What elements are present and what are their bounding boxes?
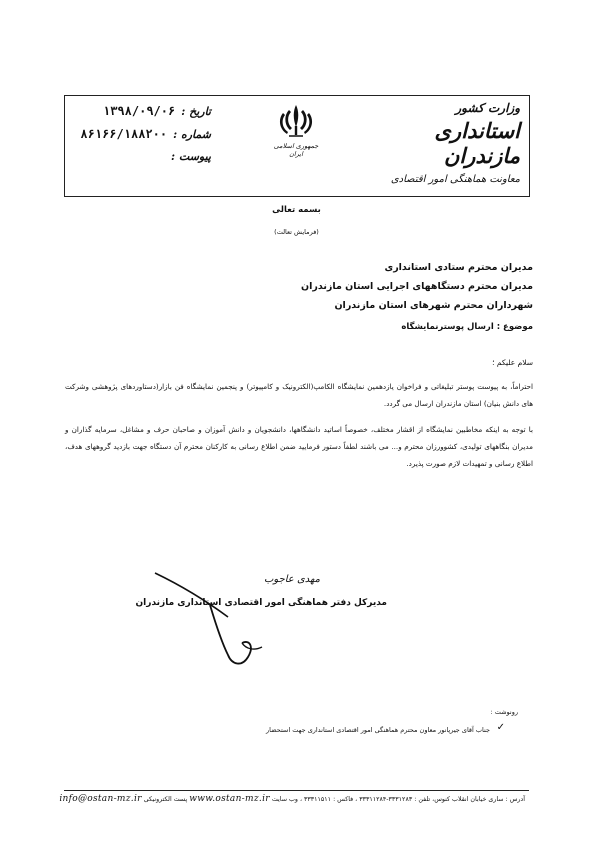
header-divider	[64, 196, 529, 197]
footer-divider	[64, 790, 529, 791]
cc-label: رونوشت :	[490, 708, 518, 716]
deputy-name: معاونت هماهنگی امور اقتصادی	[390, 174, 520, 185]
body-paragraph: با توجه به اینکه مخاطبین نمایشگاه از اقشار مختلف، خصوصاً اساتید دانشگاهها، دانشجویان و دانش آموزان و صاحبان حرف و مشاغل، سرمایه گذاران و مدیران بنگاههای تولیدی، کشوورزان محترم و... می باشند لطفاً دستور فرمایید ضمن اطلاع رسانی به کارکنان محترم آن دستگاه جهت بازدید گروههای هدف، اطلاع رسانی و تمهیدات لازم صورت پذیرد.	[65, 425, 533, 468]
body-paragraph: احتراماً، به پیوست پوستر تبلیغاتی و فراخوان یازدهمین نمایشگاه الکامپ(الکترونیک و کامپیوتر) و پنجمین نمایشگاه فن بازار(دستاوردهای پژوهشی وشرکت های دانش بنیان) استان مازندران ارسال می گردد.	[65, 382, 533, 408]
date-value: ۱۳۹۸/۰۹/۰۶	[102, 104, 176, 118]
number-label: شماره :	[173, 128, 211, 141]
frame-top-border	[64, 95, 529, 96]
letter-meta	[76, 104, 211, 173]
attachment-label: پیوست :	[171, 150, 211, 163]
footer-email-label: پست الکترونیکی	[143, 796, 188, 803]
subject-line: موضوع : ارسال پوسترنمایشگاه	[401, 322, 533, 332]
date-row	[76, 104, 211, 127]
footer	[59, 794, 525, 804]
governorate-name: استانداری مازندران	[434, 118, 520, 168]
footer-address: آدرس : ساری خیابان انقلاب کنوس، تلفن : ۳۳۳۱۲۸۳-۳۳۳۱۱۲۸۴ ، فاکس : ۳۳۳۱۱۵۱۱ ، وب سایت	[271, 796, 525, 803]
cc-item: جناب آقای جیرپانور معاون محترم هماهنگی امور اقتصادی استانداری جهت استحضار	[266, 726, 490, 734]
footer-email: info@ostan-mz.ir	[59, 794, 142, 804]
checkmark-icon: ✓	[496, 722, 505, 733]
iran-emblem-icon	[276, 102, 316, 140]
recipient-line: شهرداران محترم شهرهای استان مازندران	[334, 300, 533, 311]
frame-left-border	[64, 95, 65, 197]
basmala-sub: (فرمایش تعالت)	[274, 228, 319, 236]
date-label: تاریخ :	[181, 105, 211, 118]
number-row	[76, 127, 211, 150]
greeting: سلام علیکم ؛	[492, 358, 533, 367]
basmala: بسمه تعالی	[272, 205, 321, 215]
letterhead-ministry	[360, 101, 520, 185]
handwritten-signature-icon	[150, 555, 270, 670]
frame-right-border	[529, 95, 530, 197]
number-value: ۸۶۱۶۶/۱۸۸۲۰۰	[80, 127, 168, 141]
ministry-name: وزارت کشور	[455, 101, 520, 115]
signatory-name: مهدی عاجوب	[264, 574, 320, 585]
recipient-line: مدیران محترم دستگاههای اجرایی استان مازندران	[301, 281, 533, 292]
signatory-title: مدیرکل دفتر هماهنگی امور اقتصادی استانداری مازندران	[135, 598, 387, 608]
recipient-line: مدیران محترم ستادی استانداری	[384, 262, 533, 273]
emblem-caption: جمهوری اسلامی ایران	[273, 142, 319, 158]
footer-website: www.ostan-mz.ir	[189, 794, 270, 804]
emblem	[268, 102, 324, 158]
attachment-row	[76, 150, 211, 173]
